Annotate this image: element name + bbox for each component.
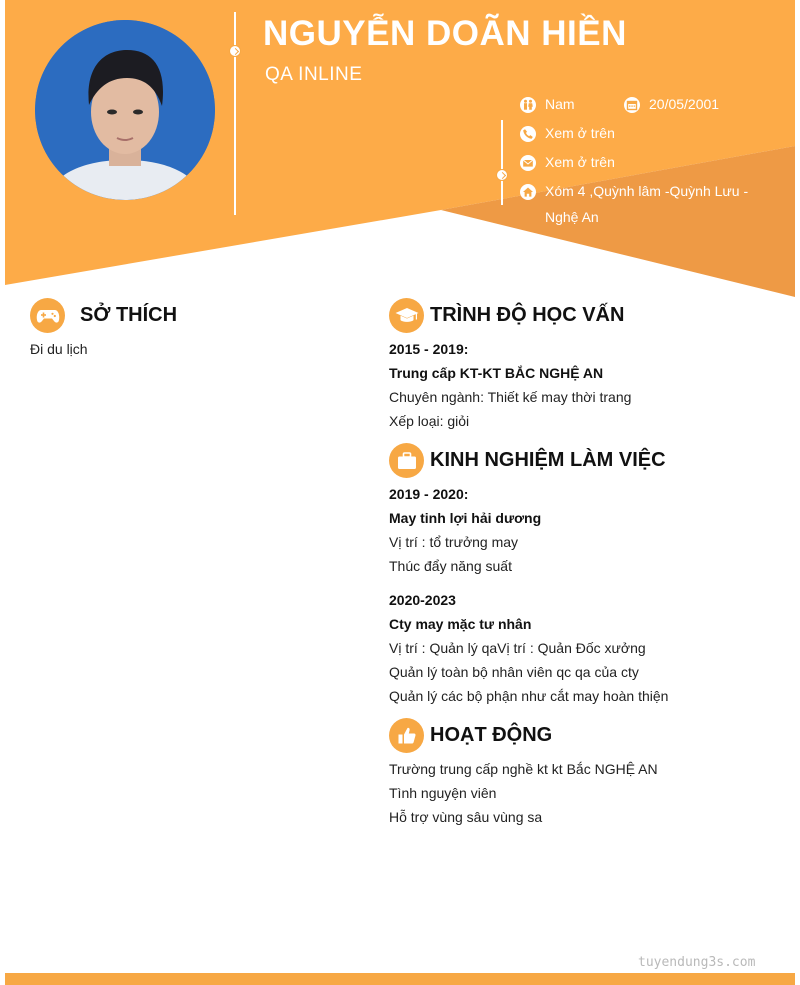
- graduation-cap-icon: [389, 298, 424, 333]
- contact-dot: [496, 169, 508, 181]
- timeline-line: [234, 12, 236, 215]
- email-row: [520, 154, 615, 175]
- calendar-icon: [624, 97, 640, 113]
- activity-item: Trường trung cấp nghề kt kt Bắc NGHỆ AN: [389, 761, 658, 777]
- job-detail: Vị trí : Quản lý qaVị trí : Quản Đốc xưởng: [389, 640, 646, 656]
- education-grade: Xếp loại: giỏi: [389, 413, 470, 429]
- dob-row: [624, 96, 719, 117]
- address-row: [520, 183, 780, 230]
- contact-line: [501, 120, 503, 205]
- education-header: [389, 298, 624, 333]
- job-company: May tinh lợi hải dương: [389, 510, 542, 526]
- profile-photo: [35, 20, 215, 200]
- job-detail: Quản lý toàn bộ nhân viên qc qa của cty: [389, 664, 639, 680]
- job-title: QA INLINE: [265, 64, 363, 85]
- job-detail: Thúc đẩy năng suất: [389, 558, 512, 574]
- briefcase-icon: [389, 443, 424, 478]
- activity-item: Tình nguyện viên: [389, 785, 497, 801]
- phone-value[interactable]: Xem ở trên: [545, 125, 615, 141]
- job-company: Cty may mặc tư nhân: [389, 616, 532, 632]
- hobbies-title: SỞ THÍCH: [80, 304, 178, 326]
- candidate-name: NGUYỄN DOÃN HIỀN: [263, 14, 627, 53]
- education-school: Trung cấp KT-KT BẮC NGHỆ AN: [389, 365, 604, 381]
- education-period: 2015 - 2019:: [389, 341, 469, 357]
- timeline-dot: [229, 45, 241, 57]
- thumbs-up-icon: [389, 718, 424, 753]
- hobbies-header: [30, 298, 177, 333]
- experience-title: KINH NGHIỆM LÀM VIỆC: [430, 449, 666, 471]
- education-title: TRÌNH ĐỘ HỌC VẤN: [430, 304, 625, 326]
- dob-value: 20/05/2001: [649, 96, 720, 112]
- activities-title: HOẠT ĐỘNG: [430, 724, 553, 746]
- gender-icon: [520, 97, 536, 113]
- phone-icon: [520, 126, 536, 142]
- hobby-text: Đi du lịch: [30, 341, 88, 357]
- gender-value: Nam: [545, 96, 575, 112]
- email-icon: [520, 155, 536, 171]
- footer-bar: [5, 973, 795, 985]
- phone-row: [520, 125, 615, 146]
- job-period: 2020-2023: [389, 592, 456, 608]
- activities-header: [389, 718, 552, 753]
- job-detail: Quản lý các bộ phận như cắt may hoàn thiện: [389, 688, 669, 704]
- gender-row: [520, 96, 575, 117]
- watermark: tuyendung3s.com: [638, 955, 756, 970]
- experience-header: [389, 443, 666, 478]
- home-icon: [520, 184, 536, 200]
- job-period: 2019 - 2020:: [389, 486, 469, 502]
- email-value[interactable]: Xem ở trên: [545, 154, 615, 170]
- gamepad-icon: [30, 298, 65, 333]
- education-major: Chuyên ngành: Thiết kế may thời trang: [389, 389, 632, 405]
- job-detail: Vị trí : tổ trưởng may: [389, 534, 519, 550]
- activity-item: Hỗ trợ vùng sâu vùng sa: [389, 809, 543, 825]
- address-value: Xóm 4 ,Quỳnh lâm -Quỳnh Lưu - Nghệ An: [545, 183, 749, 225]
